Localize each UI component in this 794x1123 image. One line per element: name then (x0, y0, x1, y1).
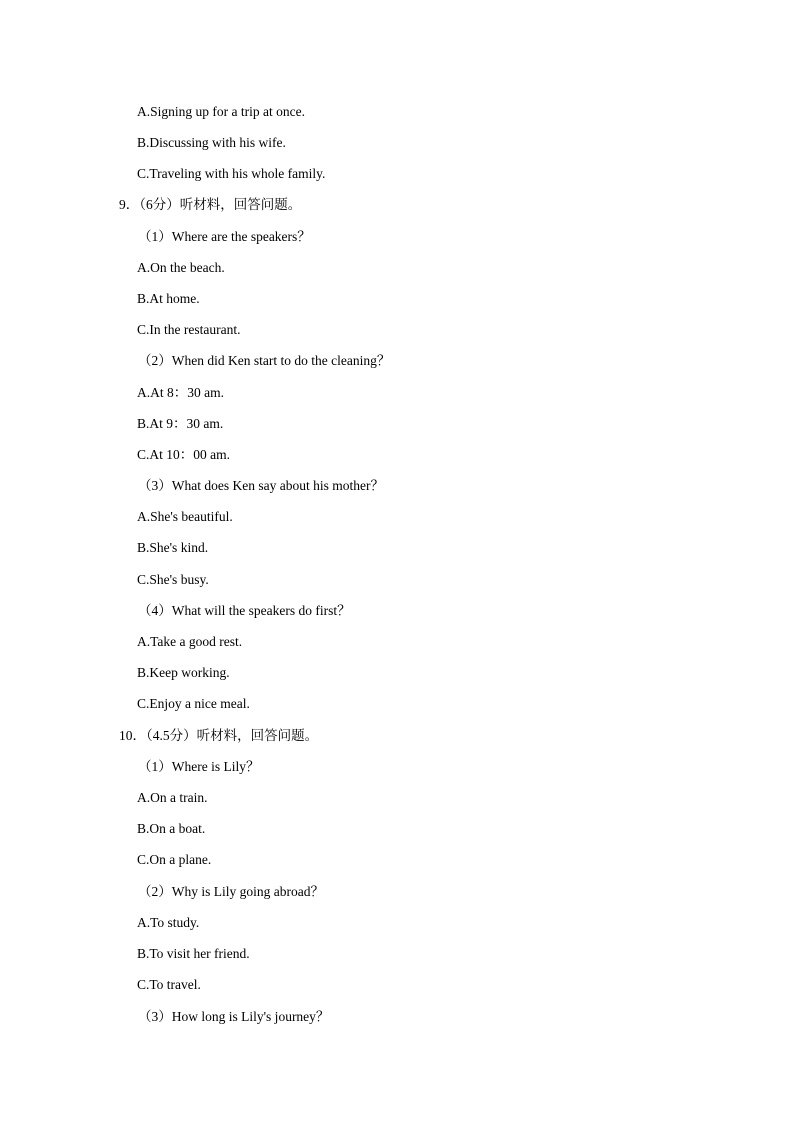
option-line: C.To travel. (137, 977, 201, 992)
option-line: B.Keep working. (137, 665, 230, 680)
question-header: 9．（6分）听材料，回答问题。 (119, 197, 302, 212)
option-line: A.On a train. (137, 790, 208, 805)
option-line: C.Traveling with his whole family. (137, 166, 326, 181)
option-line: A.She's beautiful. (137, 509, 233, 524)
option-line: B.She's kind. (137, 540, 209, 555)
option-line: A.At 8：30 am. (137, 385, 224, 400)
option-line: A.To study. (137, 915, 200, 930)
option-line: C.At 10：00 am. (137, 447, 230, 462)
sub-question: （2）Why is Lily going abroad？ (138, 884, 324, 899)
option-line: C.Enjoy a nice meal. (137, 696, 250, 711)
sub-question: （1）Where is Lily？ (138, 759, 260, 774)
option-line: B.Discussing with his wife. (137, 135, 286, 150)
option-line: C.On a plane. (137, 852, 212, 867)
question-header: 10．（4.5分）听材料，回答问题。 (119, 728, 319, 743)
option-line: C.She's busy. (137, 572, 209, 587)
sub-question: （3）How long is Lily's journey？ (138, 1009, 330, 1024)
option-line: B.At home. (137, 291, 200, 306)
option-line: B.On a boat. (137, 821, 206, 836)
option-line: C.In the restaurant. (137, 322, 241, 337)
sub-question: （4）What will the speakers do first？ (138, 603, 351, 618)
sub-question: （2）When did Ken start to do the cleaning？ (138, 353, 391, 368)
option-line: A.Signing up for a trip at once. (137, 104, 305, 119)
option-line: A.On the beach. (137, 260, 225, 275)
sub-question: （3）What does Ken say about his mother？ (138, 478, 384, 493)
sub-question: （1）Where are the speakers？ (138, 229, 311, 244)
option-line: B.To visit her friend. (137, 946, 250, 961)
option-line: A.Take a good rest. (137, 634, 243, 649)
option-line: B.At 9：30 am. (137, 416, 224, 431)
